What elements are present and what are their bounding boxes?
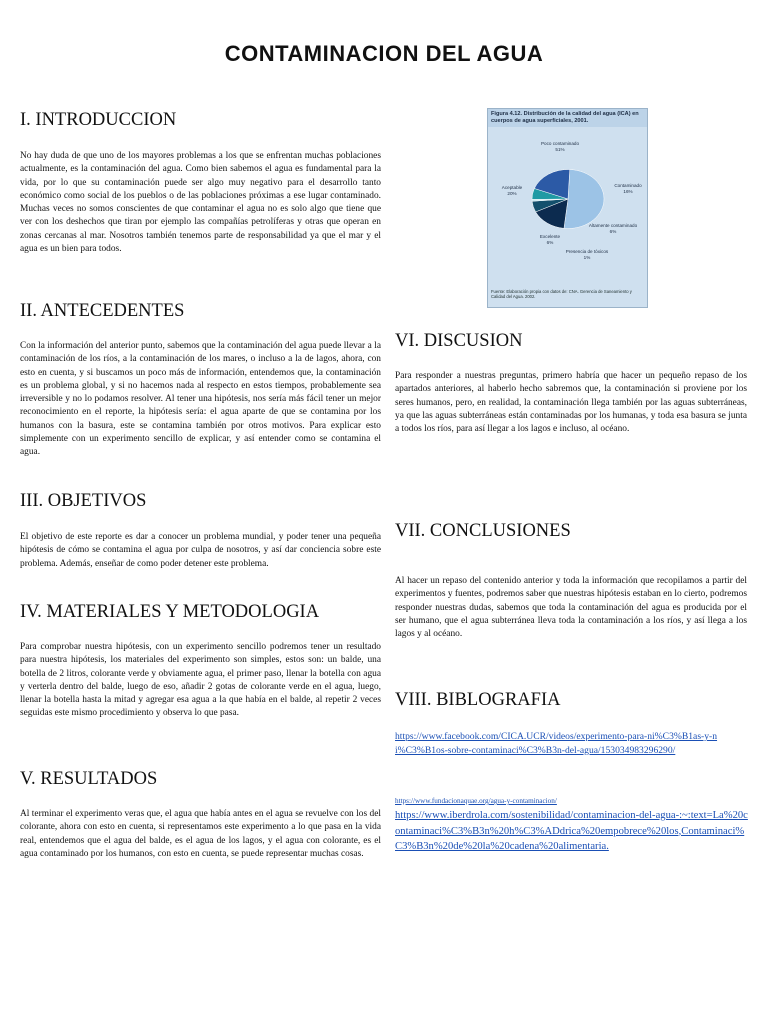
pie-label-1: Contaminado [614,183,642,188]
paragraph-introduccion: No hay duda de que uno de los mayores problemas a los que se enfrentan muchas poblaciones actualmente, es la contaminación del agua. Como bien sabemos el agua es fundamental para la vida, por lo que su contaminación puede ser algo muy negativo para el desarrollo tanto económico como social de los pueblos o de las poblaciones próximas a ese lugar contaminado. Muchas veces no somos conscientes de que contaminar el agua no es solo algo que tiene que ver con los deshechos que tiran por ejemplo las compañías petrolíferas y otras que operan en zonas cercanas al mar. Nosotros también tenemos parte de responsabilidad ya que el mar y el agua es un bien para todos. [20,151,381,255]
pie-value-5: 20% [507,191,517,196]
heading-introduccion: I. INTRODUCCION [20,110,177,130]
bibliography-link-iberdrola[interactable]: https://www.iberdrola.com/sostenibilidad/contaminacion-del-agua-:~:text=La%20contaminaci%C3%B3n%20h%C3%ADdrica%20empobrece%20los,Contaminaci%C3%B3n%20de%20la%20cadena%20alimentaria. [395,810,748,852]
heading-discusion: VI. DISCUSION [395,331,523,351]
paragraph-antecedentes: Con la información del anterior punto, sabemos que la contaminación del agua puede llevar a la contaminación de los ríos, a la contaminación de los mares, o incluso a la de lagos, ahora, con esto en cuenta, y si buscamos un poco más de información, entendemos que, la contaminación es un problema global, y si no hacemos nada al respecto en estos tiempos, probablemente sea irreversible y no lo podamos resolver. Al tener una hipótesis, nos sería más fácil tener un mejor reconocimiento en el reporte, la hipótesis sería: el agua aparte de que se contamina por los humanos con la basura, este se contamina también por otros motivos. Para explicar esto simplemente con un experimento sencillo de explicar, y así entender como se contamina el agua. [20,341,381,458]
pie-chart [488,127,647,277]
bibliography-link-fundacionaquae[interactable]: https://www.fundacionaquae.org/agua-y-contaminacion/ [395,797,557,805]
bibliography-link-facebook[interactable]: https://www.facebook.com/CICA.UCR/videos/experimento-para-ni%C3%B1as-y-ni%C3%B1os-sobre-contaminaci%C3%B3n-del-agua/153034983296290/ [395,731,718,756]
pie-value-4: 6% [546,240,554,245]
pie-label-0: Poco contaminado [540,141,580,146]
paragraph-objetivos: El objetivo de este reporte es dar a conocer un problema mundial, y poder tener una pequeña hipótesis de cómo se contamina el agua por culpa de nosotros, y así dar conciencia sobre este problema. Además, enseñar de como poder detener este problema. [20,532,381,569]
paragraph-materiales: Para comprobar nuestra hipótesis, con un experimento sencillo podremos tener un resultado para nuestra hipótesis, los materiales del experimento son simples, estos son: un balde, una botella de 2 litros, colorante verde y obviamente agua, el primer paso, llenar la botella con agua y verterla dentro del balde, luego de eso, añadir 2 gotas de colorante verde en el agua, luego, llenar la botella hasta la mitad y agregar esa agua a la que había en el balde, al repetir 2 veces seguidas este mismo procedimiento y observa lo que pasa. [20,642,381,719]
paragraph-conclusiones: Al hacer un repaso del contenido anterior y toda la información que recopilamos a partir del experimentos y fuentes, podremos saber que nuestras hipótesis estaban en lo cierto, podremos responder nuestras dudas, sabemos que toda la contaminación del agua es producida por el ser humano, que el agua subterránea lleva toda la contaminación a los ríos, y así llega a los lagos y al océano. [395,576,747,640]
paragraph-resultados: Al terminar el experimento veras que, el agua que había antes en el agua se revuelve con los del colorante, ahora con esto en cuenta, si representamos este experimento a lo que pasa en la vida real, entendemos que el agua del balde, es el agua de los lagos, y el agua con colorante, es el agua contaminado por los humanos, con esto en cuenta, se puede representar muchas cosas. [20,809,381,859]
figure-title: Figura 4.12. Distribución de la calidad del agua (ICA) en cuerpos de agua superficiales, 2001. [488,109,647,127]
page-title: CONTAMINACION DEL AGUA [224,41,544,66]
pie-value-3: 1% [583,255,591,260]
pie-label-3: Presencia de tóxicos [565,249,609,254]
paragraph-discusion: Para responder a nuestras preguntas, primero habría que hacer un pequeño repaso de los apartados anteriores, al haberlo hecho sabremos que, la contaminación si proviene por los seres humanos, pero, en realidad, la contaminación llega también por las aguas subterráneas, ya que las aguas subterráneas están contaminadas por los humanas, y toda esa basura se junta a todos los ríos, para así llegar a los lagos e incluso, al océano. [395,371,747,435]
pie-value-0: 51% [555,147,565,152]
figure-source: Fuente: Elaboración propia con datos de: CNA. Gerencia de Saneamiento y Calidad del Agua. 2002. [491,289,632,299]
water-quality-figure [487,108,648,308]
pie-label-5: Aceptable [501,185,523,190]
heading-objetivos: III. OBJETIVOS [20,491,147,511]
pie-label-2: Altamente contaminado [588,223,638,228]
pie-label-4: Excelente [539,234,561,239]
heading-materiales: IV. MATERIALES Y METODOLOGIA [20,602,320,622]
pie-slice-0 [564,170,604,229]
heading-bibliografia: VIII. BIBLOGRAFIA [395,690,561,710]
heading-resultados: V. RESULTADOS [20,769,158,789]
heading-antecedentes: II. ANTECEDENTES [20,301,185,321]
heading-conclusiones: VII. CONCLUSIONES [395,521,571,541]
pie-value-2: 6% [609,229,617,234]
pie-value-1: 16% [623,189,633,194]
